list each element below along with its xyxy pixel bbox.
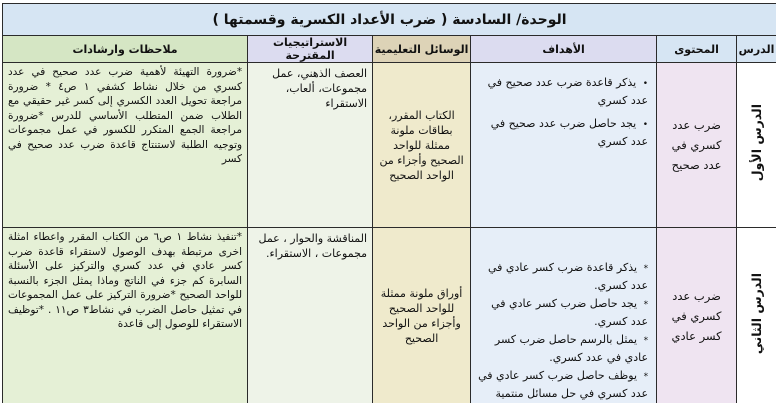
header-content: المحتوى xyxy=(657,36,737,63)
goal-item: * يجد حاصل ضرب كسر عادي في عدد كسري. xyxy=(491,297,649,328)
media-text: الكتاب المقرر، بطاقات ملونة ممثلة للواحد الصحيح وأجزاء من الواحد الصحيح xyxy=(379,108,464,182)
table-row xyxy=(3,228,777,404)
unit-title: الوحدة/ السادسة ( ضرب الأعداد الكسرية وقسمتها ) xyxy=(3,4,777,36)
goal-item: * يذكر قاعدة ضرب كسر عادي في عدد كسري. xyxy=(487,261,649,292)
content-text: ضرب عدد كسري في كسر عادي xyxy=(671,289,722,343)
strategies-text: العصف الذهني، عمل مجموعات، ألعاب، الاستقراء xyxy=(272,67,368,110)
header-notes: ملاحظات وارشادات xyxy=(3,36,248,63)
notes-cell xyxy=(3,63,248,228)
header-goals: الأهداف xyxy=(471,36,657,63)
goal-item: • يجد حاصل ضرب عدد صحيح في عدد كسري xyxy=(490,117,649,148)
lesson-name: الدرس الأول xyxy=(749,104,765,182)
content-text: ضرب عدد كسري في عدد صحيح xyxy=(671,118,722,172)
strategies-cell xyxy=(248,63,373,228)
lesson-name: الدرس الثاني xyxy=(749,273,765,355)
lesson-cell xyxy=(737,228,776,404)
unit-plan-table xyxy=(2,3,776,403)
media-cell xyxy=(373,228,471,404)
goals-list xyxy=(471,71,656,149)
media-cell xyxy=(373,63,471,228)
header-lesson: الدرس xyxy=(737,36,776,63)
content-cell xyxy=(657,228,737,404)
strategies-cell xyxy=(248,228,373,404)
notes-text: *ضرورة التهيئة لأهمية ضرب عدد صحيح في عدد كسري من خلال نشاط كشفي ١ ص٤ * ضرورة مراجعة تحويل العدد الكسري إلى كسر غير حقيقي مع الطلاب ضمن المتطلب الأساسي للدرس *ضرورة مراجعة الجمع المتكرر للكسور في عمل مجموعات وتوجيه الطلبة لاستنتاج قاعدة ضرب عدد صحيح في كسر xyxy=(8,66,243,165)
goals-list xyxy=(471,256,656,401)
goals-cell xyxy=(471,228,657,404)
notes-cell xyxy=(3,228,248,404)
content-cell xyxy=(657,63,737,228)
strategies-text: المناقشة والحوار ، عمل مجموعات ، الاستقراء. xyxy=(258,232,368,260)
notes-text: *تنفيذ نشاط ١ ص٦ من الكتاب المقرر واعطاء امثلة اخرى مرتبطة بهدف الوصول لاستقراء قاعدة ضرب كسر عادي في عدد كسري والتركيز على الأسئلة السابرة كم جزء في الناتج وماذا يمثل الجزء بالنسبة للواحد الصحيح *ضرورة التركيز على عمل المجموعات في تمثيل حاصل الضرب في نشاط٣ ص١١ . *توظيف الاستقراء للوصول إلى قاعدة xyxy=(8,231,243,330)
lesson-plan-page xyxy=(2,3,776,403)
header-media: الوسائل التعليمية xyxy=(373,36,471,63)
goal-item: * يمثل بالرسم حاصل ضرب كسر عادي في عدد كسري. xyxy=(494,333,649,364)
media-text: أوراق ملونة ممثلة للواحد الصحيح وأجزاء من الواحد الصحيح xyxy=(380,287,463,345)
goals-cell xyxy=(471,63,657,228)
goal-item: * يوظف حاصل ضرب كسر عادي في عدد كسري في حل مسائل منتمية xyxy=(478,369,649,400)
table-row xyxy=(3,63,777,228)
goal-item: • يذكر قاعدة ضرب عدد صحيح في عدد كسري xyxy=(487,76,649,107)
lesson-cell xyxy=(737,63,776,228)
header-row xyxy=(3,36,777,63)
header-strategies: الاستراتيجيات المقترحة xyxy=(248,36,373,63)
